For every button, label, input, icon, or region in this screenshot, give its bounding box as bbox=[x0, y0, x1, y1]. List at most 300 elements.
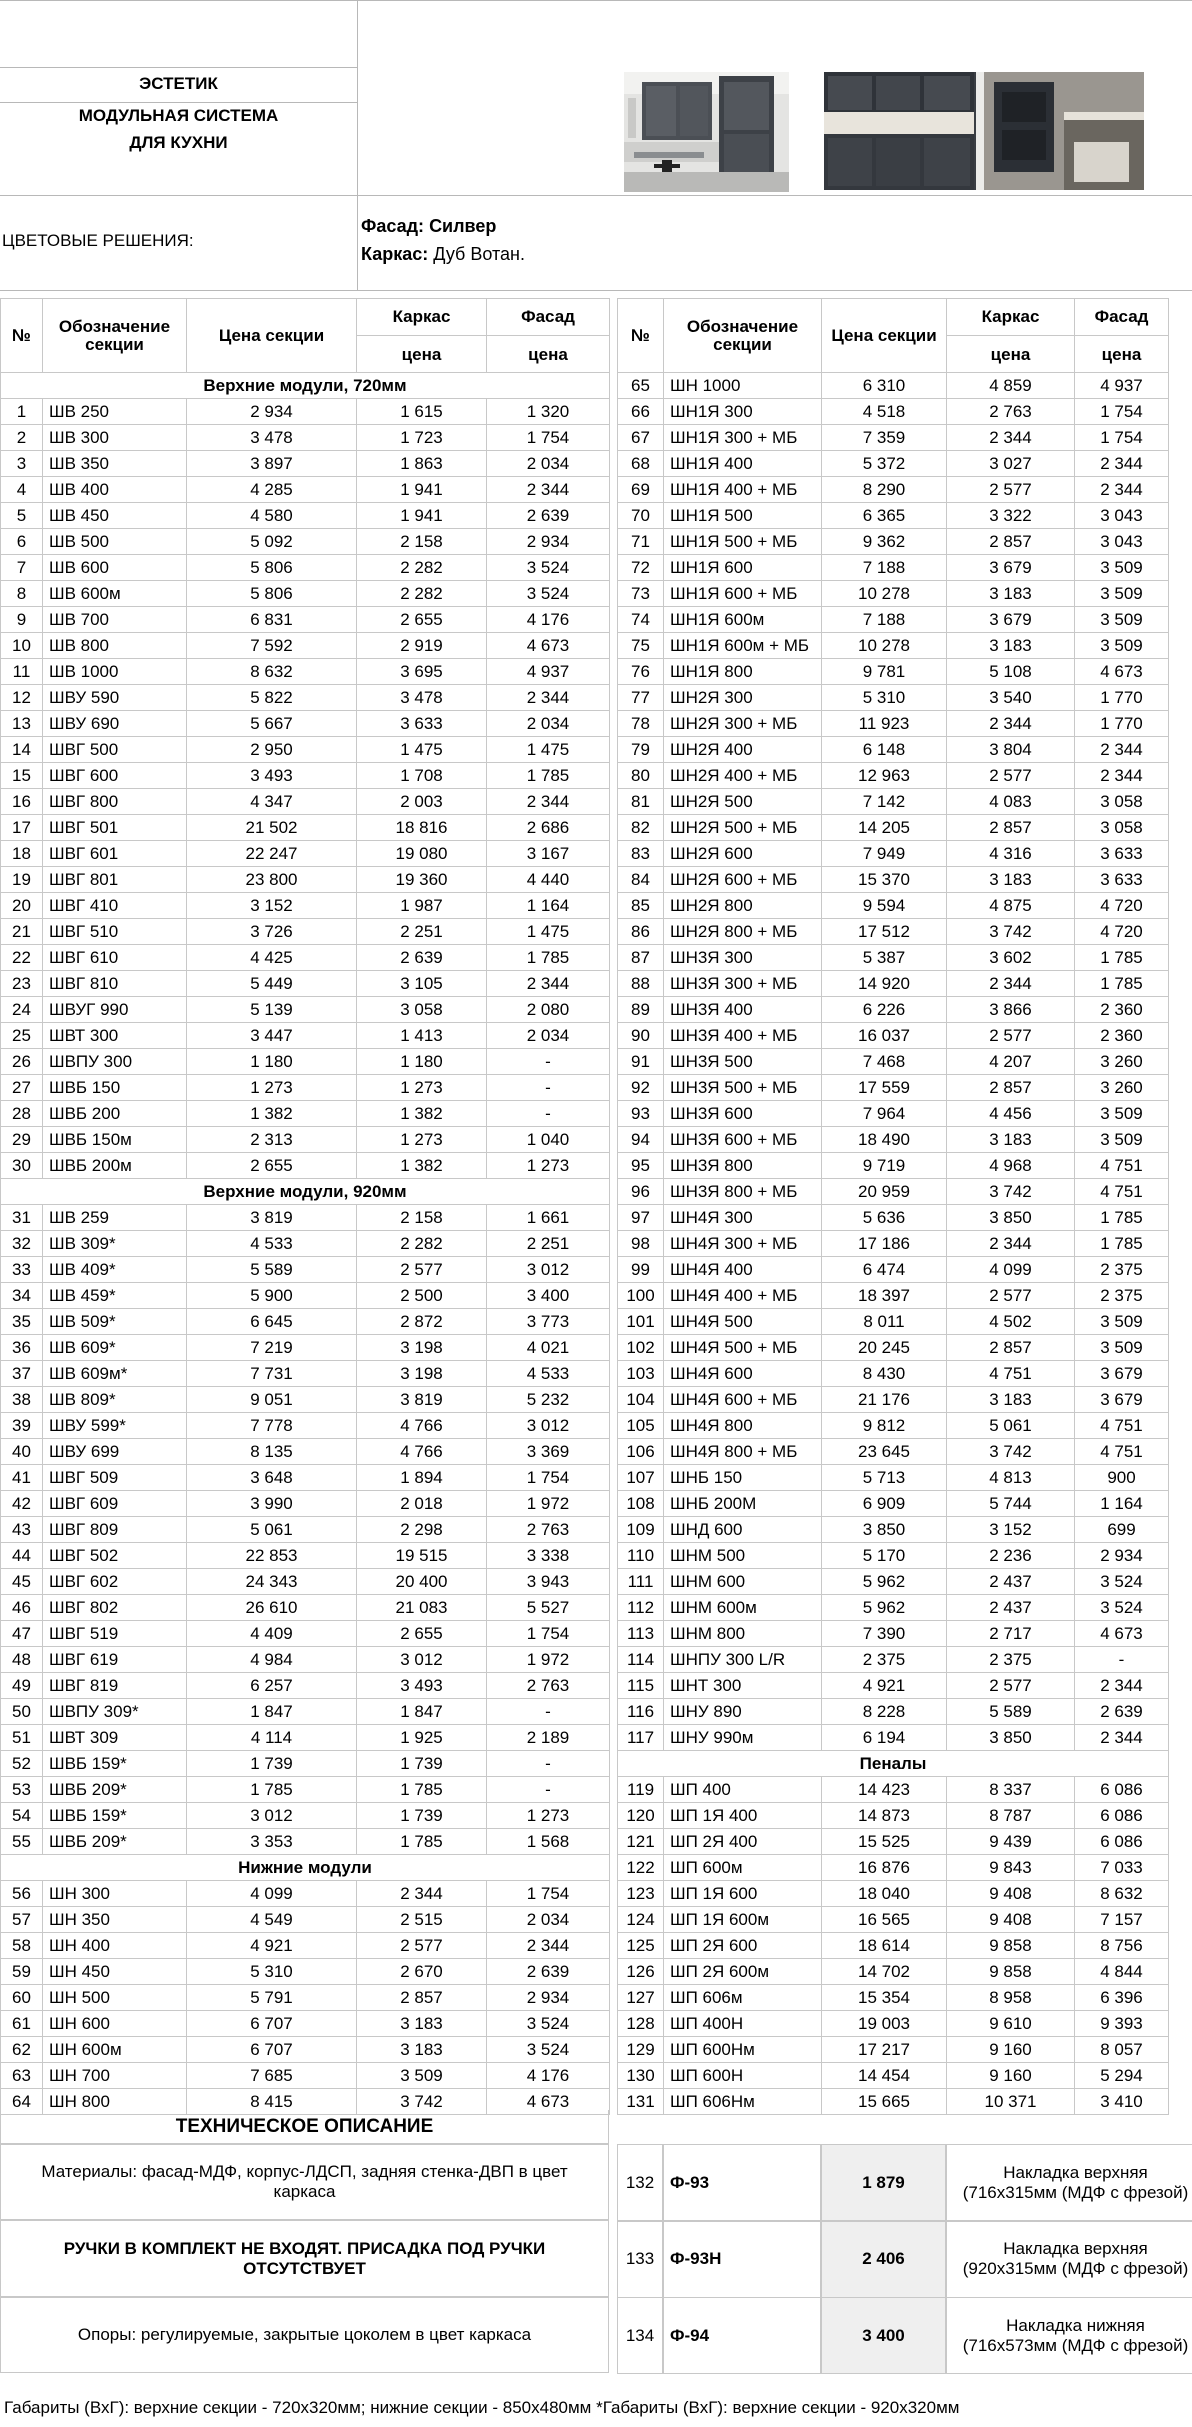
table-row bbox=[1, 971, 610, 997]
row-number: 102 bbox=[618, 1335, 664, 1361]
table-row bbox=[1, 1725, 610, 1751]
row-number: 60 bbox=[1, 1985, 43, 2011]
row-number: 70 bbox=[618, 503, 664, 529]
frame-price: 2 344 bbox=[947, 971, 1075, 997]
table-row bbox=[618, 1673, 1169, 1699]
section-code: ШВТ 300 bbox=[43, 1023, 187, 1049]
section-price: 9 812 bbox=[822, 1413, 947, 1439]
facade-price: 2 034 bbox=[487, 1907, 610, 1933]
row-number: 39 bbox=[1, 1413, 43, 1439]
row-number: 21 bbox=[1, 919, 43, 945]
section-code: ШН1Я 300 + МБ bbox=[664, 425, 822, 451]
frame-price: 2 763 bbox=[947, 399, 1075, 425]
col-facade-sub: цена bbox=[487, 336, 610, 373]
row-number: 65 bbox=[618, 373, 664, 399]
row-number: 129 bbox=[618, 2037, 664, 2063]
section-code: ШВГ 410 bbox=[43, 893, 187, 919]
table-row bbox=[618, 711, 1169, 737]
row-number: 69 bbox=[618, 477, 664, 503]
frame-price: 3 183 bbox=[947, 1387, 1075, 1413]
section-code: ШВ 600м bbox=[43, 581, 187, 607]
row-number: 57 bbox=[1, 1907, 43, 1933]
row-number: 48 bbox=[1, 1647, 43, 1673]
row-number: 2 bbox=[1, 425, 43, 451]
facade-price: 1 972 bbox=[487, 1491, 610, 1517]
section-title: Верхние модули, 720мм bbox=[1, 373, 610, 399]
facade-price: 1 754 bbox=[1075, 399, 1169, 425]
frame-price: 1 739 bbox=[357, 1751, 487, 1777]
row-number: 119 bbox=[618, 1777, 664, 1803]
facade-price: 3 509 bbox=[1075, 633, 1169, 659]
frame-price: 2 437 bbox=[947, 1569, 1075, 1595]
col-frame-header: Каркас bbox=[357, 299, 487, 336]
subtitle-line2: ДЛЯ КУХНИ bbox=[129, 133, 228, 152]
table-row bbox=[618, 945, 1169, 971]
facade-price: 5 232 bbox=[487, 1387, 610, 1413]
row-number: 89 bbox=[618, 997, 664, 1023]
frame-price: 1 863 bbox=[357, 451, 487, 477]
table-row bbox=[618, 1569, 1169, 1595]
section-code: ШВ 400 bbox=[43, 477, 187, 503]
section-price: 23 645 bbox=[822, 1439, 947, 1465]
frame-price: 4 099 bbox=[947, 1257, 1075, 1283]
row-number: 63 bbox=[1, 2063, 43, 2089]
frame-price: 4 502 bbox=[947, 1309, 1075, 1335]
section-price: 6 148 bbox=[822, 737, 947, 763]
table-row bbox=[618, 633, 1169, 659]
frame-price: 2 919 bbox=[357, 633, 487, 659]
row-number: 73 bbox=[618, 581, 664, 607]
row-number: 29 bbox=[1, 1127, 43, 1153]
section-price: 16 565 bbox=[822, 1907, 947, 1933]
section-code: ШН 1000 bbox=[664, 373, 822, 399]
facade-price: 3 509 bbox=[1075, 1335, 1169, 1361]
table-row bbox=[1, 1439, 610, 1465]
row-number: 23 bbox=[1, 971, 43, 997]
section-price: 8 228 bbox=[822, 1699, 947, 1725]
facade-price: 8 057 bbox=[1075, 2037, 1169, 2063]
overlay-price: 1 879 bbox=[821, 2144, 946, 2221]
row-number: 81 bbox=[618, 789, 664, 815]
table-row bbox=[618, 659, 1169, 685]
table-row bbox=[1, 1335, 610, 1361]
table-row bbox=[618, 1361, 1169, 1387]
table-row bbox=[618, 1335, 1169, 1361]
section-code: ШН3Я 400 + МБ bbox=[664, 1023, 822, 1049]
section-price: 5 449 bbox=[187, 971, 357, 997]
table-row bbox=[1, 607, 610, 633]
frame-price: 3 183 bbox=[947, 633, 1075, 659]
facade-price: 1 754 bbox=[487, 1881, 610, 1907]
section-price: 3 353 bbox=[187, 1829, 357, 1855]
section-code: ШВГ 502 bbox=[43, 1543, 187, 1569]
frame-price: 1 894 bbox=[357, 1465, 487, 1491]
row-number: 107 bbox=[618, 1465, 664, 1491]
facade-price: 4 673 bbox=[1075, 1621, 1169, 1647]
frame-price: 1 847 bbox=[357, 1699, 487, 1725]
facade-price: 3 524 bbox=[1075, 1595, 1169, 1621]
row-number: 8 bbox=[1, 581, 43, 607]
table-row bbox=[618, 2011, 1169, 2037]
row-number: 27 bbox=[1, 1075, 43, 1101]
row-number: 19 bbox=[1, 867, 43, 893]
section-code: ШВГ 501 bbox=[43, 815, 187, 841]
facade-price: 2 686 bbox=[487, 815, 610, 841]
table-row bbox=[618, 1075, 1169, 1101]
section-price: 7 685 bbox=[187, 2063, 357, 2089]
section-code: ШН1Я 600 bbox=[664, 555, 822, 581]
section-code: ШН4Я 600 + МБ bbox=[664, 1387, 822, 1413]
table-row bbox=[1, 1881, 610, 1907]
section-price: 3 726 bbox=[187, 919, 357, 945]
facade-price: 1 754 bbox=[1075, 425, 1169, 451]
overlay-description: Накладка нижняя (716х573мм (МДФ с фрезой) bbox=[946, 2297, 1192, 2374]
row-number: 94 bbox=[618, 1127, 664, 1153]
table-row bbox=[1, 477, 610, 503]
overlay-number: 134 bbox=[617, 2297, 663, 2374]
section-price: 19 003 bbox=[822, 2011, 947, 2037]
facade-price: 2 344 bbox=[1075, 737, 1169, 763]
facade-price: 1 661 bbox=[487, 1205, 610, 1231]
section-code: ШВ 459* bbox=[43, 1283, 187, 1309]
table-row bbox=[618, 1517, 1169, 1543]
row-number: 126 bbox=[618, 1959, 664, 1985]
frame-price: 1 273 bbox=[357, 1127, 487, 1153]
row-number: 115 bbox=[618, 1673, 664, 1699]
section-code: ШВ 609* bbox=[43, 1335, 187, 1361]
row-number: 77 bbox=[618, 685, 664, 711]
table-row bbox=[1, 1205, 610, 1231]
table-row bbox=[618, 425, 1169, 451]
section-code: ШНД 600 bbox=[664, 1517, 822, 1543]
frame-price: 2 577 bbox=[947, 763, 1075, 789]
facade-price: 2 034 bbox=[487, 1023, 610, 1049]
facade-price: 3 509 bbox=[1075, 1127, 1169, 1153]
row-number: 100 bbox=[618, 1283, 664, 1309]
facade-price: 1 273 bbox=[487, 1153, 610, 1179]
section-code: ШНПУ 300 L/R bbox=[664, 1647, 822, 1673]
section-code: ШВУ 590 bbox=[43, 685, 187, 711]
frame-price: 1 413 bbox=[357, 1023, 487, 1049]
table-row bbox=[1, 945, 610, 971]
row-number: 7 bbox=[1, 555, 43, 581]
facade-price: 1 475 bbox=[487, 919, 610, 945]
row-number: 49 bbox=[1, 1673, 43, 1699]
table-row bbox=[1, 1673, 610, 1699]
table-row bbox=[1, 1101, 610, 1127]
section-price: 5 962 bbox=[822, 1569, 947, 1595]
facade-price: 2 360 bbox=[1075, 1023, 1169, 1049]
section-code: ШВГ 810 bbox=[43, 971, 187, 997]
frame-price: 20 400 bbox=[357, 1569, 487, 1595]
section-price: 8 135 bbox=[187, 1439, 357, 1465]
frame-price: 3 866 bbox=[947, 997, 1075, 1023]
facade-price: 2 344 bbox=[487, 971, 610, 997]
section-code: ШН2Я 500 bbox=[664, 789, 822, 815]
section-code: ШВГ 802 bbox=[43, 1595, 187, 1621]
row-number: 123 bbox=[618, 1881, 664, 1907]
section-code: ШВГ 801 bbox=[43, 867, 187, 893]
facade-price: 1 785 bbox=[1075, 945, 1169, 971]
brand-title: ЭСТЕТИК bbox=[139, 74, 218, 93]
facade-price: 4 751 bbox=[1075, 1439, 1169, 1465]
table-row bbox=[1, 1985, 610, 2011]
section-price: 4 533 bbox=[187, 1231, 357, 1257]
tech-supports: Опоры: регулируемые, закрытые цоколем в цвет каркаса bbox=[0, 2297, 609, 2373]
table-row bbox=[1, 1959, 610, 1985]
section-code: ШН2Я 800 + МБ bbox=[664, 919, 822, 945]
section-code: ШП 600Н bbox=[664, 2063, 822, 2089]
row-number: 59 bbox=[1, 1959, 43, 1985]
section-code: ШНБ 150 bbox=[664, 1465, 822, 1491]
frame-price: 2 577 bbox=[947, 477, 1075, 503]
row-number: 13 bbox=[1, 711, 43, 737]
facade-price: 1 164 bbox=[487, 893, 610, 919]
section-code: ШВ 509* bbox=[43, 1309, 187, 1335]
table-row bbox=[618, 1907, 1169, 1933]
row-number: 4 bbox=[1, 477, 43, 503]
section-code: ШВУ 690 bbox=[43, 711, 187, 737]
table-row bbox=[618, 1725, 1169, 1751]
facade-price: 1 040 bbox=[487, 1127, 610, 1153]
section-price: 23 800 bbox=[187, 867, 357, 893]
table-row bbox=[1, 711, 610, 737]
row-number: 90 bbox=[618, 1023, 664, 1049]
facade-price: 8 756 bbox=[1075, 1933, 1169, 1959]
col-frame-sub: цена bbox=[357, 336, 487, 373]
facade-price: 1 785 bbox=[1075, 1231, 1169, 1257]
section-price: 3 850 bbox=[822, 1517, 947, 1543]
col-num-header: № bbox=[618, 299, 664, 373]
section-header-row bbox=[1, 1179, 610, 1205]
table-row bbox=[618, 581, 1169, 607]
facade-price: 6 086 bbox=[1075, 1803, 1169, 1829]
frame-price: 2 577 bbox=[947, 1023, 1075, 1049]
facade-price: 2 375 bbox=[1075, 1283, 1169, 1309]
frame-price: 9 439 bbox=[947, 1829, 1075, 1855]
frame-price: 3 633 bbox=[357, 711, 487, 737]
frame-price: 10 371 bbox=[947, 2089, 1075, 2115]
table-row bbox=[618, 867, 1169, 893]
frame-price: 3 742 bbox=[357, 2089, 487, 2115]
frame-price: 3 183 bbox=[357, 2037, 487, 2063]
section-code: ШВГ 600 bbox=[43, 763, 187, 789]
section-code: ШН1Я 800 bbox=[664, 659, 822, 685]
frame-price: 3 183 bbox=[947, 581, 1075, 607]
frame-price: 9 408 bbox=[947, 1881, 1075, 1907]
frame-price: 5 589 bbox=[947, 1699, 1075, 1725]
overlay-description: Накладка верхняя (920х315мм (МДФ с фрезой) bbox=[946, 2221, 1192, 2298]
section-price: 9 362 bbox=[822, 529, 947, 555]
row-number: 16 bbox=[1, 789, 43, 815]
facade-price: 1 320 bbox=[487, 399, 610, 425]
section-price: 24 343 bbox=[187, 1569, 357, 1595]
facade-price: 2 344 bbox=[487, 477, 610, 503]
section-price: 7 949 bbox=[822, 841, 947, 867]
facade-price: 1 475 bbox=[487, 737, 610, 763]
facade-price: 4 751 bbox=[1075, 1153, 1169, 1179]
row-number: 117 bbox=[618, 1725, 664, 1751]
frame-price: 19 360 bbox=[357, 867, 487, 893]
section-price: 8 011 bbox=[822, 1309, 947, 1335]
table-row bbox=[618, 1465, 1169, 1491]
frame-price: 2 717 bbox=[947, 1621, 1075, 1647]
row-number: 116 bbox=[618, 1699, 664, 1725]
section-price: 16 876 bbox=[822, 1855, 947, 1881]
section-code: ШН3Я 500 bbox=[664, 1049, 822, 1075]
frame-price: 3 679 bbox=[947, 555, 1075, 581]
section-code: ШН4Я 600 bbox=[664, 1361, 822, 1387]
frame-price: 19 080 bbox=[357, 841, 487, 867]
row-number: 41 bbox=[1, 1465, 43, 1491]
section-code: ШП 600Нм bbox=[664, 2037, 822, 2063]
table-row bbox=[618, 1231, 1169, 1257]
row-number: 1 bbox=[1, 399, 43, 425]
section-price: 6 474 bbox=[822, 1257, 947, 1283]
section-code: ШН4Я 800 + МБ bbox=[664, 1439, 822, 1465]
section-price: 4 347 bbox=[187, 789, 357, 815]
facade-price: 6 086 bbox=[1075, 1777, 1169, 1803]
facade-price: 3 524 bbox=[487, 555, 610, 581]
row-number: 79 bbox=[618, 737, 664, 763]
frame-price: 2 857 bbox=[947, 1335, 1075, 1361]
facade-price: 4 673 bbox=[487, 633, 610, 659]
facade-price: 3 043 bbox=[1075, 529, 1169, 555]
facade-price: 4 937 bbox=[487, 659, 610, 685]
section-price: 15 370 bbox=[822, 867, 947, 893]
row-number: 50 bbox=[1, 1699, 43, 1725]
section-code: ШВПУ 300 bbox=[43, 1049, 187, 1075]
section-price: 9 781 bbox=[822, 659, 947, 685]
row-number: 40 bbox=[1, 1439, 43, 1465]
frame-price: 3 058 bbox=[357, 997, 487, 1023]
facade-price: 3 369 bbox=[487, 1439, 610, 1465]
frame-price: 2 236 bbox=[947, 1543, 1075, 1569]
section-price: 6 707 bbox=[187, 2037, 357, 2063]
facade-price: 2 080 bbox=[487, 997, 610, 1023]
frame-price: 18 816 bbox=[357, 815, 487, 841]
table-row bbox=[1, 1543, 610, 1569]
row-number: 96 bbox=[618, 1179, 664, 1205]
section-code: ШН4Я 500 + МБ bbox=[664, 1335, 822, 1361]
facade-price: 2 344 bbox=[1075, 1725, 1169, 1751]
section-price: 20 245 bbox=[822, 1335, 947, 1361]
color-solutions-label: ЦВЕТОВЫЕ РЕШЕНИЯ: bbox=[2, 231, 194, 250]
kitchen-photo-2 bbox=[824, 72, 1144, 190]
frame-price: 2 003 bbox=[357, 789, 487, 815]
section-price: 1 180 bbox=[187, 1049, 357, 1075]
table-row bbox=[618, 503, 1169, 529]
facade-price: 4 176 bbox=[487, 607, 610, 633]
row-number: 106 bbox=[618, 1439, 664, 1465]
facade-price: 3 524 bbox=[487, 581, 610, 607]
row-number: 37 bbox=[1, 1361, 43, 1387]
facade-price: 1 754 bbox=[487, 1621, 610, 1647]
table-row bbox=[1, 1023, 610, 1049]
row-number: 43 bbox=[1, 1517, 43, 1543]
frame-price: 9 858 bbox=[947, 1933, 1075, 1959]
section-code: ШН1Я 400 + МБ bbox=[664, 477, 822, 503]
section-code: ШН1Я 400 bbox=[664, 451, 822, 477]
section-code: ШП 606м bbox=[664, 1985, 822, 2011]
frame-price: 9 408 bbox=[947, 1907, 1075, 1933]
section-code: ШН4Я 300 + МБ bbox=[664, 1231, 822, 1257]
facade-price: 2 344 bbox=[487, 789, 610, 815]
frame-price: 3 478 bbox=[357, 685, 487, 711]
section-price: 17 186 bbox=[822, 1231, 947, 1257]
section-code: ШВБ 150 bbox=[43, 1075, 187, 1101]
section-code: ШВУГ 990 bbox=[43, 997, 187, 1023]
row-number: 128 bbox=[618, 2011, 664, 2037]
facade-price: - bbox=[487, 1699, 610, 1725]
section-price: 10 278 bbox=[822, 581, 947, 607]
table-row bbox=[618, 529, 1169, 555]
section-code: ШН4Я 500 bbox=[664, 1309, 822, 1335]
section-code: ШНМ 600м bbox=[664, 1595, 822, 1621]
row-number: 15 bbox=[1, 763, 43, 789]
section-price: 6 310 bbox=[822, 373, 947, 399]
section-price: 4 099 bbox=[187, 1881, 357, 1907]
facade-price: 6 396 bbox=[1075, 1985, 1169, 2011]
overlay-number: 133 bbox=[617, 2221, 663, 2298]
section-header-row bbox=[1, 1855, 610, 1881]
section-price: 11 923 bbox=[822, 711, 947, 737]
frame-price: 9 858 bbox=[947, 1959, 1075, 1985]
section-title: Верхние модули, 920мм bbox=[1, 1179, 610, 1205]
facade-price: 2 344 bbox=[1075, 477, 1169, 503]
section-price: 7 731 bbox=[187, 1361, 357, 1387]
section-price: 6 365 bbox=[822, 503, 947, 529]
section-price: 3 447 bbox=[187, 1023, 357, 1049]
row-number: 72 bbox=[618, 555, 664, 581]
table-row bbox=[618, 1049, 1169, 1075]
section-price: 5 962 bbox=[822, 1595, 947, 1621]
table-row bbox=[618, 1309, 1169, 1335]
facade-price: - bbox=[487, 1075, 610, 1101]
table-row bbox=[618, 2037, 1169, 2063]
section-code: ШН1Я 300 bbox=[664, 399, 822, 425]
row-number: 36 bbox=[1, 1335, 43, 1361]
facade-price: 4 937 bbox=[1075, 373, 1169, 399]
row-number: 11 bbox=[1, 659, 43, 685]
table-row bbox=[1, 1153, 610, 1179]
frame-price: 2 655 bbox=[357, 1621, 487, 1647]
col-facade-sub: цена bbox=[1075, 336, 1169, 373]
facade-price: 2 360 bbox=[1075, 997, 1169, 1023]
frame-price: 5 744 bbox=[947, 1491, 1075, 1517]
section-code: ШВ 450 bbox=[43, 503, 187, 529]
table-row bbox=[1, 659, 610, 685]
facade-price: 1 164 bbox=[1075, 1491, 1169, 1517]
facade-price: 4 751 bbox=[1075, 1413, 1169, 1439]
section-code: ШВГ 601 bbox=[43, 841, 187, 867]
table-row bbox=[1, 1517, 610, 1543]
section-price: 22 853 bbox=[187, 1543, 357, 1569]
overlay-code: Ф-93 bbox=[663, 2144, 821, 2221]
facade-price: 4 533 bbox=[487, 1361, 610, 1387]
section-code: ШВГ 519 bbox=[43, 1621, 187, 1647]
facade-price: 1 770 bbox=[1075, 711, 1169, 737]
section-code: ШВГ 510 bbox=[43, 919, 187, 945]
table-row bbox=[1, 1309, 610, 1335]
frame-price: 2 577 bbox=[357, 1933, 487, 1959]
section-price: 7 188 bbox=[822, 607, 947, 633]
table-row bbox=[1, 1231, 610, 1257]
facade-price: 1 770 bbox=[1075, 685, 1169, 711]
facade-price: - bbox=[487, 1049, 610, 1075]
facade-line bbox=[361, 216, 496, 237]
facade-price: 5 294 bbox=[1075, 2063, 1169, 2089]
